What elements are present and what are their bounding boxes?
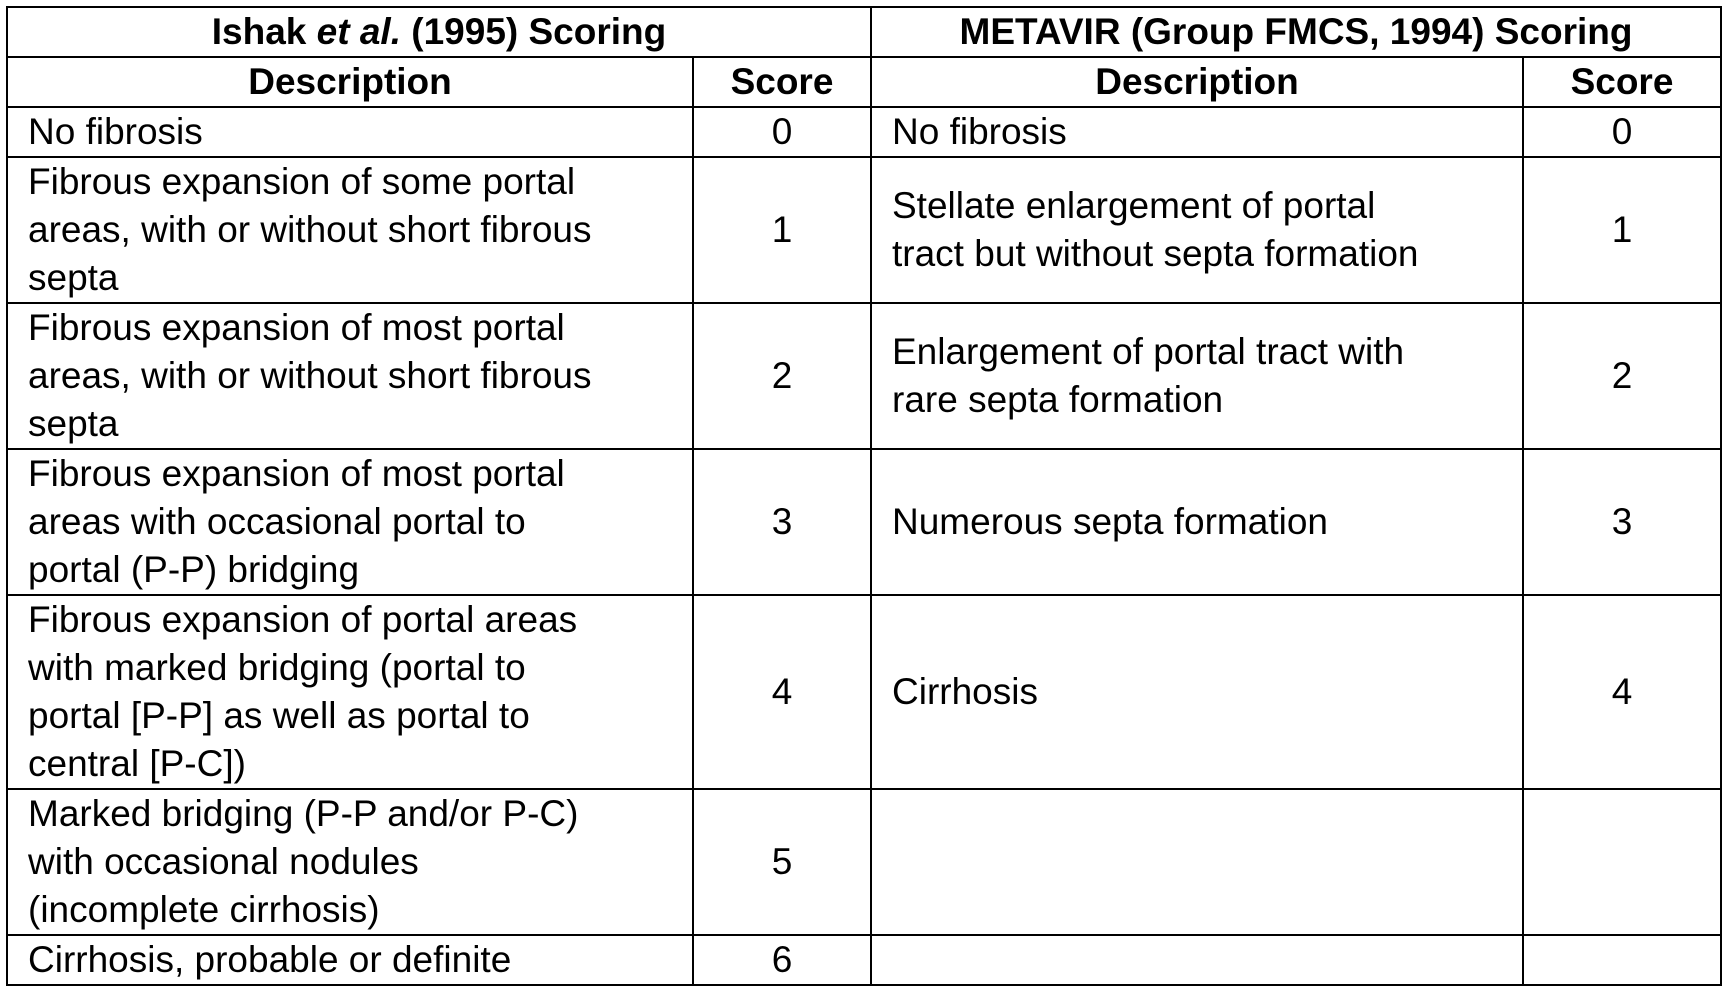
metavir-description-cell: Stellate enlargement of portal tract but without septa formation xyxy=(871,157,1523,303)
metavir-score-cell xyxy=(1523,935,1721,985)
metavir-description-cell xyxy=(871,789,1523,935)
ishak-score-header: Score xyxy=(693,57,871,107)
metavir-description-cell: Cirrhosis xyxy=(871,595,1523,789)
table-row xyxy=(7,595,1721,789)
metavir-score-cell: 3 xyxy=(1523,449,1721,595)
metavir-description-header: Description xyxy=(871,57,1523,107)
ishak-description-cell: Fibrous expansion of most portal areas with occasional portal to portal (P-P) bridging xyxy=(7,449,693,595)
table-row xyxy=(7,157,1721,303)
metavir-score-cell: 4 xyxy=(1523,595,1721,789)
ishak-scoring-heading xyxy=(7,7,871,57)
metavir-score-cell: 1 xyxy=(1523,157,1721,303)
ishak-heading-post: (1995) Scoring xyxy=(400,11,667,52)
ishak-score-cell: 6 xyxy=(693,935,871,985)
ishak-description-cell: Marked bridging (P-P and/or P-C) with occasional nodules (incomplete cirrhosis) xyxy=(7,789,693,935)
table-row xyxy=(7,789,1721,935)
table-row xyxy=(7,935,1721,985)
ishak-score-cell: 5 xyxy=(693,789,871,935)
ishak-score-cell: 1 xyxy=(693,157,871,303)
metavir-score-cell: 2 xyxy=(1523,303,1721,449)
metavir-description-cell: Numerous septa formation xyxy=(871,449,1523,595)
ishak-description-cell: Fibrous expansion of portal areas with marked bridging (portal to portal [P-P] as well as portal to central [P-C]) xyxy=(7,595,693,789)
metavir-scoring-heading: METAVIR (Group FMCS, 1994) Scoring xyxy=(871,7,1721,57)
ishak-description-cell: Cirrhosis, probable or definite xyxy=(7,935,693,985)
ishak-score-cell: 4 xyxy=(693,595,871,789)
ishak-heading-italic: et al. xyxy=(316,11,401,52)
table-row xyxy=(7,449,1721,595)
metavir-score-cell xyxy=(1523,789,1721,935)
metavir-score-header: Score xyxy=(1523,57,1721,107)
fibrosis-scoring-table xyxy=(6,6,1722,986)
table-row xyxy=(7,303,1721,449)
ishak-score-cell: 3 xyxy=(693,449,871,595)
ishak-score-cell: 2 xyxy=(693,303,871,449)
ishak-description-cell: Fibrous expansion of some portal areas, with or without short fibrous septa xyxy=(7,157,693,303)
table-column-header-row xyxy=(7,57,1721,107)
table-group-header-row xyxy=(7,7,1721,57)
ishak-score-cell: 0 xyxy=(693,107,871,157)
metavir-description-cell: Enlargement of portal tract with rare septa formation xyxy=(871,303,1523,449)
metavir-description-cell: No fibrosis xyxy=(871,107,1523,157)
metavir-score-cell: 0 xyxy=(1523,107,1721,157)
ishak-description-cell: Fibrous expansion of most portal areas, with or without short fibrous septa xyxy=(7,303,693,449)
ishak-description-header: Description xyxy=(7,57,693,107)
ishak-description-cell: No fibrosis xyxy=(7,107,693,157)
table-row xyxy=(7,107,1721,157)
ishak-heading-pre: Ishak xyxy=(211,11,317,52)
metavir-description-cell xyxy=(871,935,1523,985)
